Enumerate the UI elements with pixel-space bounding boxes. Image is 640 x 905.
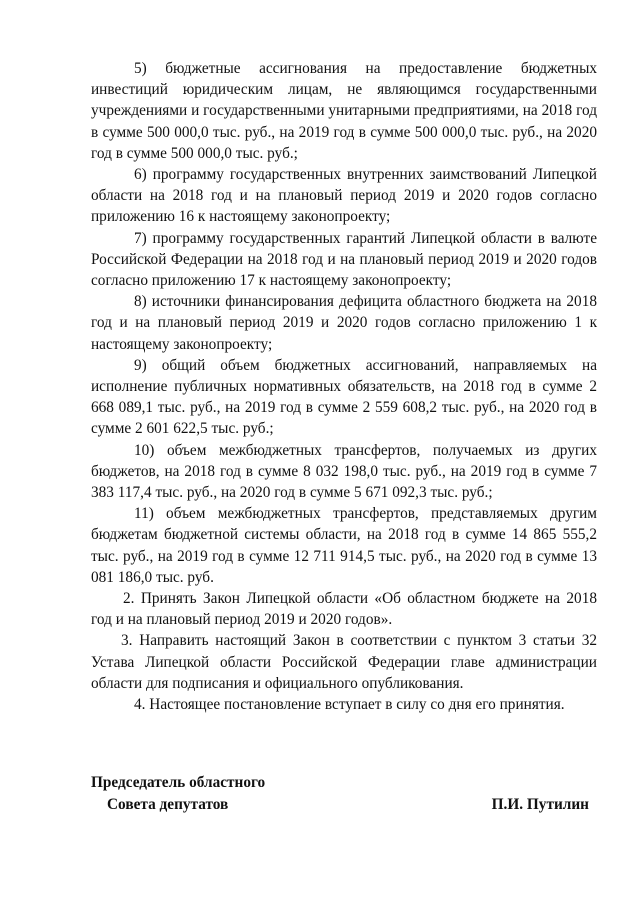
document-body xyxy=(91,58,597,715)
signature-title: Председатель областного xyxy=(91,774,266,791)
paragraph-item-9: 9) общий объем бюджетных ассигнований, направляемых на исполнение публичных нормативных обязательств, на 2018 год в сумме 2 668 089,1 тыс. руб., на 2019 год в сумме 2 559 608,2 тыс. руб., на 2020 год в сумме 2 601 622,5 тыс. руб.; xyxy=(91,356,597,438)
paragraph-item-10: 10) объем межбюджетных трансфертов, получаемых из других бюджетов, на 2018 год в сумме 8 032 198,0 тыс. руб., на 2019 год в сумме 7 383 117,4 тыс. руб., на 2020 год в сумме 5 671 092,3 тыс. руб.; xyxy=(91,441,597,502)
signature-block xyxy=(91,772,597,816)
paragraph-point-3: 3. Направить настоящий Закон в соответствии с пунктом 3 статьи 32 Устава Липецкой области Российской Федерации главе администрации области для подписания и официального опубликования. xyxy=(91,632,597,692)
paragraph-item-5: 5) бюджетные ассигнования на предоставление бюджетных инвестиций юридическим лицам, не являющимся государственными учреждениями и государственными унитарными предприятиями, на 2018 год в сумме 500 000,0 тыс. руб., на 2019 год в сумме 500 000,0 тыс. руб., на 2020 год в сумме 500 000,0 тыс. руб.; xyxy=(91,60,597,162)
signature-title-line-1 xyxy=(91,772,597,794)
paragraph-item-7: 7) программу государственных гарантий Липецкой области в валюте Российской Федерации на 2018 год и на плановый период 2019 и 2020 годов согласно приложению 17 к настоящему законопроекту; xyxy=(91,229,597,290)
signature-title-line-2 xyxy=(91,794,597,816)
paragraph-item-11: 11) объем межбюджетных трансфертов, представляемых другим бюджетам бюджетной системы области, на 2018 год в сумме 14 865 555,2 тыс. руб., на 2019 год в сумме 12 711 914,5 тыс. руб., на 2020 год в сумме 13 081 186,0 тыс. руб. xyxy=(91,505,597,586)
paragraph-item-8: 8) источники финансирования дефицита областного бюджета на 2018 год и на плановый период 2019 и 2020 годов согласно приложению 1 к настоящему законопроекту; xyxy=(91,293,597,353)
signatory-name: П.И. Путилин xyxy=(491,796,589,813)
paragraph-point-2: 2. Принять Закон Липецкой области «Об областном бюджете на 2018 год и на плановый период 2019 и 2020 годов». xyxy=(91,590,597,629)
signature-council: Совета депутатов xyxy=(107,796,229,813)
paragraph-item-6: 6) программу государственных внутренних заимствований Липецкой области на 2018 год и на плановый период 2019 и 2020 годов согласно приложению 16 к настоящему законопроекту; xyxy=(91,166,597,226)
paragraph-point-4: 4. Настоящее постановление вступает в силу со дня его принятия. xyxy=(134,696,565,714)
